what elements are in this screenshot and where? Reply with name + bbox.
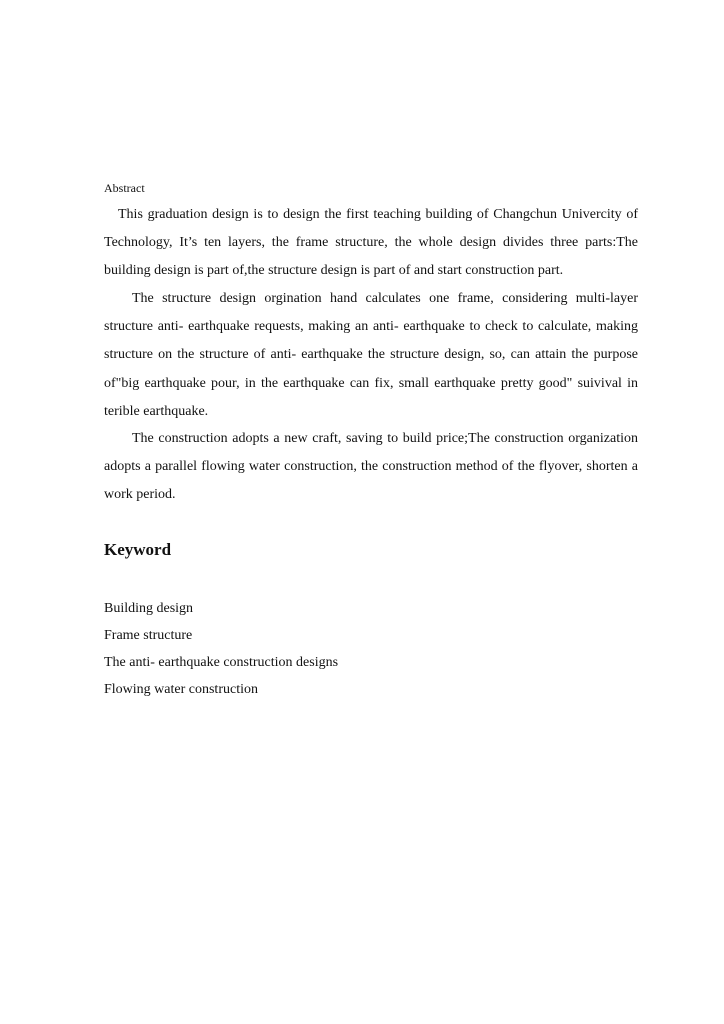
keyword-item: The anti- earthquake construction designs (104, 655, 339, 670)
keyword-heading: Keyword (104, 540, 172, 559)
keyword-item: Building design (104, 601, 194, 616)
keyword-item: Frame structure (104, 628, 193, 643)
abstract-paragraph-3: The construction adopts a new craft, saving to build price;The construction organization adopts a parallel flowing water construction, the construction method of the flyover, shorten a work period. (104, 431, 638, 503)
abstract-paragraph-1: This graduation design is to design the first teaching building of Changchun Univercity of Technology, It’s ten layers, the frame structure, the whole design divides three parts:The building design is part of,the structure design is part of and start construction part. (104, 207, 638, 279)
keyword-item: Flowing water construction (104, 682, 258, 697)
keyword-list (104, 595, 338, 703)
abstract-paragraph-2: The structure design orgination hand calculates one frame, considering multi-layer structure anti- earthquake requests, making an anti- earthquake to check to calculate, making structure on the structure of anti- earthquake the structure design, so, can attain the purpose of"big earthquake pour, in the earthquake can fix, small earthquake pretty good" suivival in terible earthquake. (104, 291, 638, 419)
abstract-label: Abstract (104, 181, 145, 195)
